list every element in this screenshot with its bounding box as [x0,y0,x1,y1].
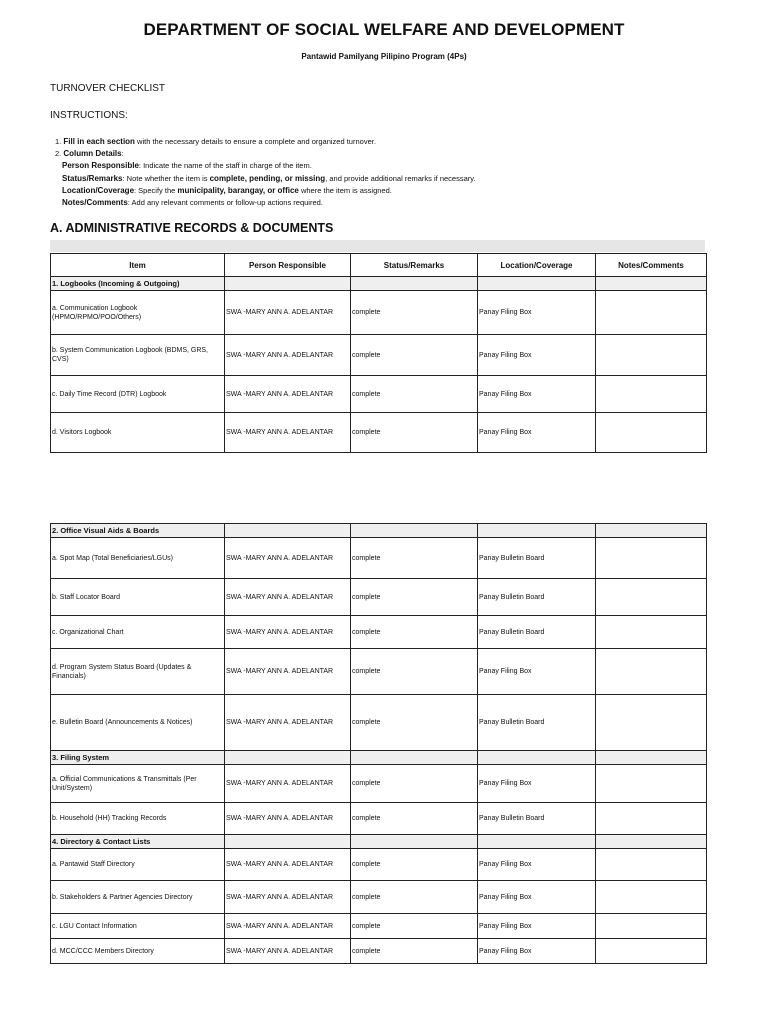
table-header-row [51,254,707,277]
cell-location: Panay Bulletin Board [478,616,596,649]
cell-status: complete [351,881,478,914]
cell-person: SWA -MARY ANN A. ADELANTAR [225,881,351,914]
group-row-filing-system [51,751,707,765]
column-header-person: Person Responsible [225,254,351,277]
cell-location: Panay Bulletin Board [478,803,596,835]
cell-location: Panay Filing Box [478,939,596,964]
cell-item: a. Spot Map (Total Beneficiaries/LGUs) [51,538,225,579]
table-row [51,538,707,579]
checklist-table-logbooks [50,253,707,453]
cell-item: c. LGU Contact Information [51,914,225,939]
group-title: 4. Directory & Contact Lists [51,835,225,849]
cell-item: b. Staff Locator Board [51,579,225,616]
instruction-text: , and provide additional remarks if necessary. [325,173,476,183]
cell-notes [596,376,707,413]
instruction-line-1 [55,136,476,148]
instruction-bold: municipality, barangay, or office [177,185,299,195]
instruction-number: 2. [55,149,62,159]
cell-item: e. Bulletin Board (Announcements & Notices) [51,695,225,751]
cell-notes [596,939,707,964]
instruction-text: : Indicate the name of the staff in charge of the item. [138,161,312,171]
cell-item: a. Official Communications & Transmittals (Per Unit/System) [51,765,225,803]
cell-person: SWA -MARY ANN A. ADELANTAR [225,616,351,649]
instruction-bold: Notes/Comments [62,198,128,208]
table-row [51,616,707,649]
instruction-text: : Specify the [134,185,178,195]
cell-location: Panay Filing Box [478,881,596,914]
instructions-heading: INSTRUCTIONS: [50,110,128,121]
table-row [51,881,707,914]
group-title: 2. Office Visual Aids & Boards [51,524,225,538]
cell-location: Panay Filing Box [478,765,596,803]
cell-item: c. Daily Time Record (DTR) Logbook [51,376,225,413]
instruction-bold: Location/Coverage [62,185,135,195]
table-row [51,376,707,413]
instruction-bold: Fill in each section [63,137,135,146]
section-divider-band [50,240,705,252]
cell-notes [596,881,707,914]
cell-person: SWA -MARY ANN A. ADELANTAR [225,695,351,751]
table-row [51,765,707,803]
cell-person: SWA -MARY ANN A. ADELANTAR [225,914,351,939]
cell-status: complete [351,695,478,751]
column-detail-notes [55,197,476,209]
cell-status: complete [351,649,478,695]
instruction-text: : Note whether the item is [122,173,210,183]
table-row [51,914,707,939]
table-row [51,579,707,616]
column-header-notes: Notes/Comments [596,254,707,277]
column-detail-status [55,173,476,185]
cell-notes [596,616,707,649]
cell-status: complete [351,616,478,649]
instruction-text: with the necessary details to ensure a complete and organized turnover. [134,137,376,146]
cell-notes [596,538,707,579]
instructions-list [55,136,476,209]
table-row [51,291,707,335]
column-header-item: Item [51,254,225,277]
cell-notes [596,335,707,376]
table-row [51,413,707,453]
column-header-location: Location/Coverage [478,254,596,277]
table-row [51,849,707,881]
cell-person: SWA -MARY ANN A. ADELANTAR [225,765,351,803]
cell-status: complete [351,335,478,376]
cell-status: complete [351,765,478,803]
group-row-directory [51,835,707,849]
cell-notes [596,579,707,616]
cell-item: a. Communication Logbook (HPMO/RPMO/POO/Others) [51,291,225,335]
cell-notes [596,291,707,335]
group-title: 1. Logbooks (Incoming & Outgoing) [51,277,225,291]
cell-status: complete [351,803,478,835]
checklist-heading: TURNOVER CHECKLIST [50,83,166,94]
table-row [51,939,707,964]
instruction-bold: complete, pending, or missing [209,173,326,183]
cell-status: complete [351,914,478,939]
instruction-number: 1. [55,137,62,146]
instruction-line-2 [55,148,476,160]
instruction-bold: Person Responsible [62,161,139,171]
cell-item: d. Program System Status Board (Updates & Financials) [51,649,225,695]
cell-person: SWA -MARY ANN A. ADELANTAR [225,413,351,453]
column-detail-person [55,160,476,172]
cell-location: Panay Filing Box [478,376,596,413]
cell-notes [596,649,707,695]
cell-location: Panay Filing Box [478,291,596,335]
cell-person: SWA -MARY ANN A. ADELANTAR [225,579,351,616]
cell-item: d. MCC/CCC Members Directory [51,939,225,964]
cell-location: Panay Bulletin Board [478,538,596,579]
cell-location: Panay Bulletin Board [478,579,596,616]
cell-location: Panay Filing Box [478,649,596,695]
table-row [51,649,707,695]
cell-notes [596,914,707,939]
cell-notes [596,849,707,881]
group-row-visual-aids [51,524,707,538]
cell-status: complete [351,538,478,579]
cell-notes [596,413,707,453]
cell-status: complete [351,376,478,413]
cell-item: d. Visitors Logbook [51,413,225,453]
instruction-text: : Add any relevant comments or follow-up actions required. [127,198,323,208]
table-row [51,803,707,835]
cell-item: c. Organizational Chart [51,616,225,649]
cell-person: SWA -MARY ANN A. ADELANTAR [225,538,351,579]
cell-status: complete [351,579,478,616]
checklist-table-continued [50,523,707,964]
cell-person: SWA -MARY ANN A. ADELANTAR [225,803,351,835]
cell-status: complete [351,413,478,453]
cell-notes [596,695,707,751]
instruction-bold: Status/Remarks [62,173,123,183]
cell-person: SWA -MARY ANN A. ADELANTAR [225,649,351,695]
instruction-text: : [121,149,124,159]
cell-item: b. Stakeholders & Partner Agencies Directory [51,881,225,914]
group-row-logbooks [51,277,707,291]
table-row [51,695,707,751]
cell-person: SWA -MARY ANN A. ADELANTAR [225,849,351,881]
cell-person: SWA -MARY ANN A. ADELANTAR [225,335,351,376]
cell-status: complete [351,849,478,881]
cell-location: Panay Filing Box [478,849,596,881]
cell-item: a. Pantawid Staff Directory [51,849,225,881]
cell-status: complete [351,291,478,335]
cell-notes [596,765,707,803]
cell-person: SWA -MARY ANN A. ADELANTAR [225,939,351,964]
cell-person: SWA -MARY ANN A. ADELANTAR [225,291,351,335]
table-row [51,335,707,376]
cell-item: b. Household (HH) Tracking Records [51,803,225,835]
column-detail-location [55,185,476,197]
instruction-text: where the item is assigned. [298,185,392,195]
section-a-title: A. ADMINISTRATIVE RECORDS & DOCUMENTS [50,221,334,235]
cell-location: Panay Filing Box [478,413,596,453]
cell-location: Panay Filing Box [478,914,596,939]
instruction-bold: Column Details [63,149,122,159]
program-subtitle: Pantawid Pamilyang Pilipino Program (4Ps) [301,52,467,61]
group-title: 3. Filing System [51,751,225,765]
column-header-status: Status/Remarks [351,254,478,277]
page-title: DEPARTMENT OF SOCIAL WELFARE AND DEVELOPMENT [143,20,625,39]
cell-notes [596,803,707,835]
cell-item: b. System Communication Logbook (BDMS, GRS, CVS) [51,335,225,376]
cell-location: Panay Filing Box [478,335,596,376]
cell-person: SWA -MARY ANN A. ADELANTAR [225,376,351,413]
cell-location: Panay Bulletin Board [478,695,596,751]
cell-status: complete [351,939,478,964]
